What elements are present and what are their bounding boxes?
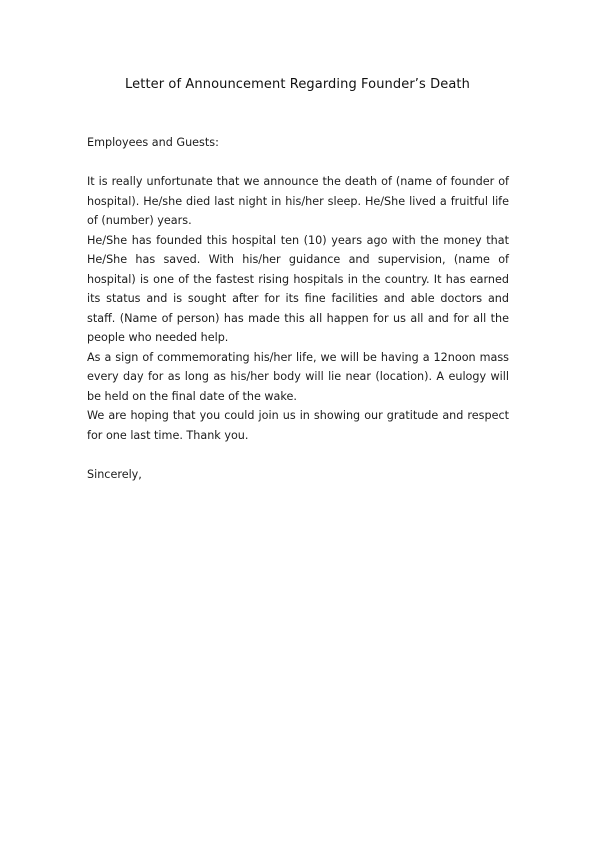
paragraph-announcement: It is really unfortunate that we announce the death of (name of founder of hospital). He/she died last night in his/her sleep. He/She lived a fruitful life of (number) years.	[87, 175, 509, 227]
letter-body	[87, 133, 509, 484]
page-title: Letter of Announcement Regarding Founder’s Death	[125, 77, 470, 92]
paragraph-founding: He/She has founded this hospital ten (10) years ago with the money that He/She has saved. With his/her guidance and supervision, (name of hospital) is one of the fastest rising hospitals in the country. It has earned its status and is sought after for its fine facilities and able doctors and staff. (Name of person) has made this all happen for us all and for all the people who needed help.	[87, 233, 509, 344]
paragraph-commemoration: As a sign of commemorating his/her life, we will be having a 12noon mass every day for as long as his/her body will lie near (location). A eulogy will be held on the final date of the wake.	[87, 350, 509, 403]
salutation: Employees and Guests:	[87, 136, 219, 149]
closing: Sincerely,	[87, 467, 142, 481]
paragraph-invitation: We are hoping that you could join us in showing our gratitude and respect for one last time. Thank you.	[87, 409, 509, 442]
